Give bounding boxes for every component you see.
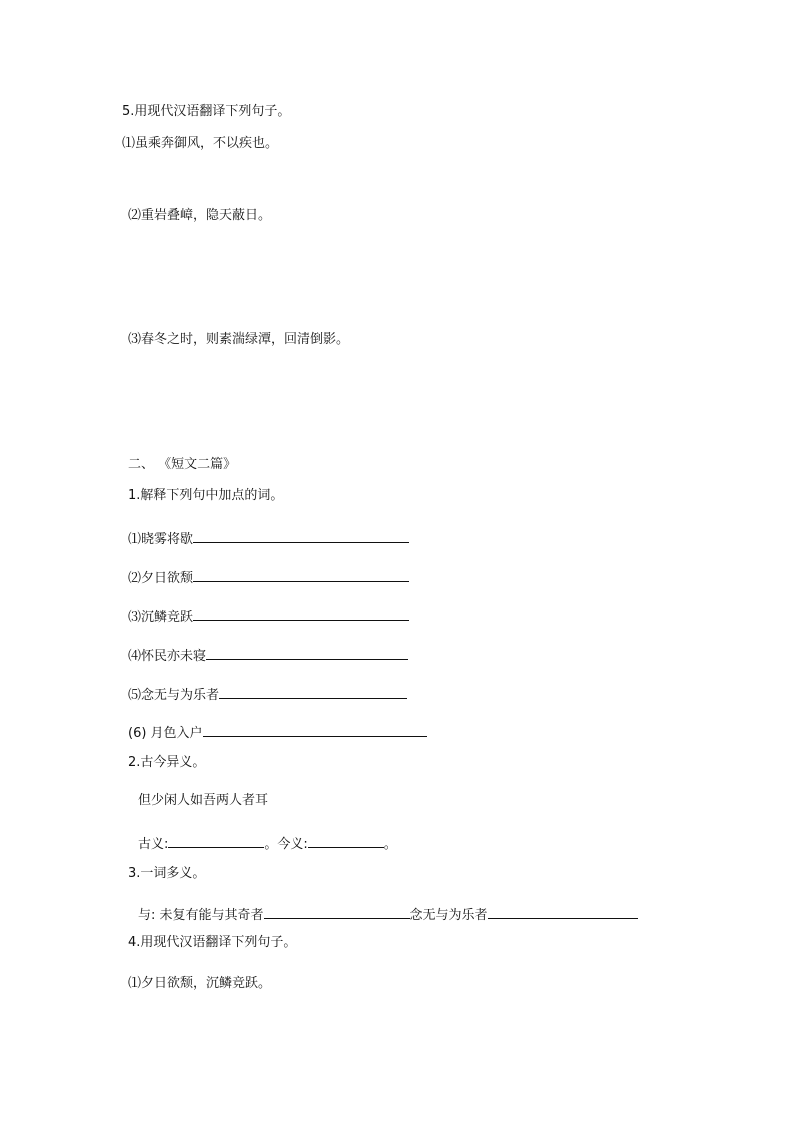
vocab-item	[128, 685, 407, 704]
modern-meaning-blank[interactable]	[308, 834, 384, 848]
polysemy-example-2: 念无与为乐者	[409, 908, 488, 923]
answer-blank[interactable]	[488, 905, 638, 919]
part2-q3-row	[138, 905, 638, 924]
vocab-item-label: ⑶沉鳞竞跃	[128, 610, 194, 625]
answer-blank[interactable]	[193, 568, 409, 582]
vocab-item-label: (6) 月色入户	[128, 726, 203, 741]
section5-question-3: ⑶春冬之时，则素湍绿潭，回清倒影。	[128, 332, 350, 347]
vocab-item	[128, 723, 427, 742]
part2-q1-title: 1.解释下列句中加点的词。	[128, 488, 284, 503]
part2-q4-title: 4.用现代汉语翻译下列句子。	[128, 935, 297, 950]
vocab-item	[128, 607, 409, 626]
polysemy-word-label: 与:	[138, 908, 156, 923]
vocab-item-label: ⑴晓雾将歇	[128, 532, 194, 547]
answer-blank[interactable]	[193, 529, 409, 543]
vocab-item-label: ⑵夕日欲颓	[128, 571, 194, 586]
vocab-item-label: ⑸念无与为乐者	[128, 688, 220, 703]
section5-title: 5.用现代汉语翻译下列句子。	[122, 104, 291, 119]
sentence-end: 。	[383, 837, 397, 852]
vocab-item-label: ⑷怀民亦未寝	[128, 649, 207, 664]
vocab-item	[128, 646, 408, 665]
answer-blank[interactable]	[264, 905, 410, 919]
part2-heading: 二、 《短文二篇》	[128, 457, 237, 472]
section5-question-1: ⑴虽乘奔御风，不以疾也。	[122, 136, 279, 151]
part2-q4-question-1: ⑴夕日欲颓，沉鳞竞跃。	[128, 976, 272, 991]
part2-q2-answer-row	[138, 834, 397, 853]
answer-blank[interactable]	[219, 685, 407, 699]
ancient-meaning-blank[interactable]	[168, 834, 264, 848]
answer-blank[interactable]	[193, 607, 409, 621]
part2-q2-title: 2.古今异义。	[128, 755, 206, 770]
part2-q3-title: 3.一词多义。	[128, 866, 206, 881]
part2-q2-sentence: 但少闲人如吾两人者耳	[138, 793, 269, 808]
answer-blank[interactable]	[206, 646, 408, 660]
vocab-item	[128, 529, 409, 548]
polysemy-example-1: 未复有能与其奇者	[159, 908, 264, 923]
section5-question-2: ⑵重岩叠嶂，隐天蔽日。	[128, 208, 272, 223]
ancient-meaning-label: 古义:	[138, 837, 169, 852]
modern-meaning-label: 。今义:	[264, 837, 308, 852]
answer-blank[interactable]	[203, 723, 427, 737]
vocab-item	[128, 568, 409, 587]
